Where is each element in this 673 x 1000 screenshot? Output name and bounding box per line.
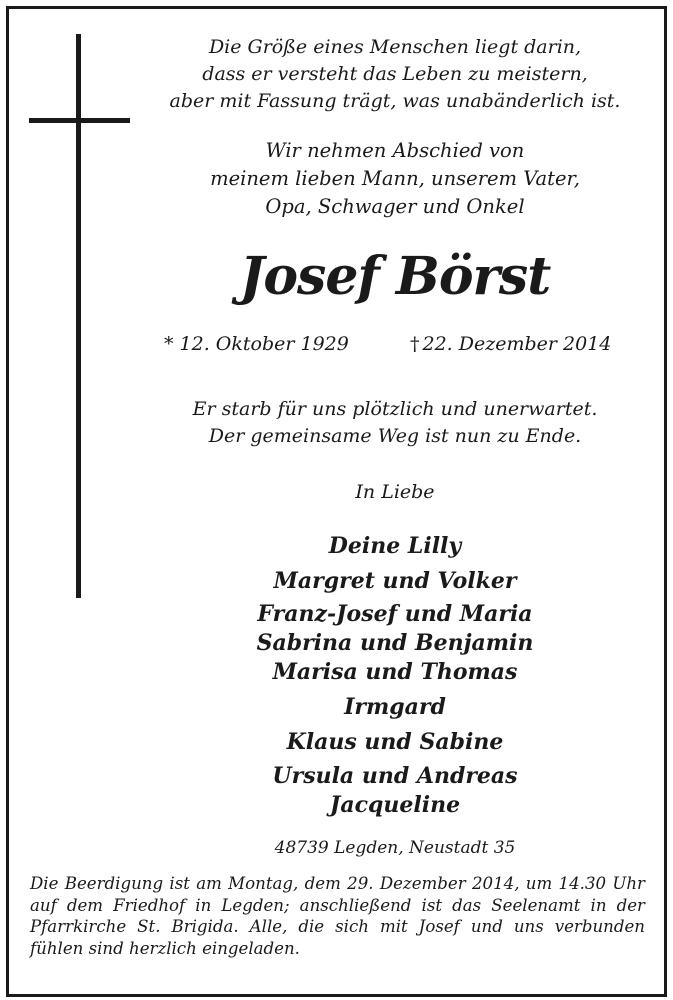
mourner-name: Franz-Josef und Maria: [257, 601, 533, 627]
intro-line: Opa, Schwager und Onkel: [265, 195, 525, 218]
quote-line: Die Größe eines Menschen liegt darin,: [208, 36, 582, 58]
intro-line: meinem lieben Mann, unserem Vater,: [210, 167, 580, 190]
mourner-name: Margret und Volker: [273, 568, 517, 594]
quote-line: aber mit Fassung trägt, was unabänderlich ist.: [169, 90, 621, 112]
death-date: 22. Dezember 2014: [422, 333, 612, 355]
dagger-icon: †: [410, 333, 420, 355]
mourner-name: Klaus und Sabine: [286, 729, 504, 755]
closing-phrase: In Liebe: [355, 481, 435, 503]
farewell-intro: [130, 137, 660, 221]
cross-icon-horizontal-bar: [29, 118, 130, 123]
deceased-name: Josef Börst: [239, 246, 551, 307]
death-date-group: [410, 330, 611, 358]
birth-date: * 12. Oktober 1929: [164, 333, 349, 355]
mourner-name: Ursula und Andreas: [272, 763, 518, 789]
funeral-notice: Die Beerdigung ist am Montag, dem 29. Dezember 2014, um 14.30 Uhr auf dem Friedhof in Legden; anschließend ist das Seelenamt in der Pfarrkirche St. Brigida. Alle, die sich mit Josef und uns verbunden fühlen sind herzlich eingeladen.: [30, 874, 645, 958]
mourner-name: Jacqueline: [329, 792, 461, 818]
mourners-list: [130, 532, 660, 820]
mourner-name: Irmgard: [344, 694, 446, 720]
mourner-name: Deine Lilly: [328, 533, 462, 559]
mourner-name: Marisa und Thomas: [272, 659, 518, 685]
mourner-name: Sabrina und Benjamin: [256, 630, 534, 656]
memorial-quote: [130, 34, 660, 115]
message-line: Er starb für uns plötzlich und unerwartet.: [192, 398, 598, 420]
intro-line: Wir nehmen Abschied von: [265, 139, 525, 162]
family-address: 48739 Legden, Neustadt 35: [274, 838, 516, 858]
farewell-message: [130, 396, 660, 450]
quote-line: dass er versteht das Leben zu meistern,: [202, 63, 588, 85]
message-line: Der gemeinsame Weg ist nun zu Ende.: [208, 425, 582, 447]
